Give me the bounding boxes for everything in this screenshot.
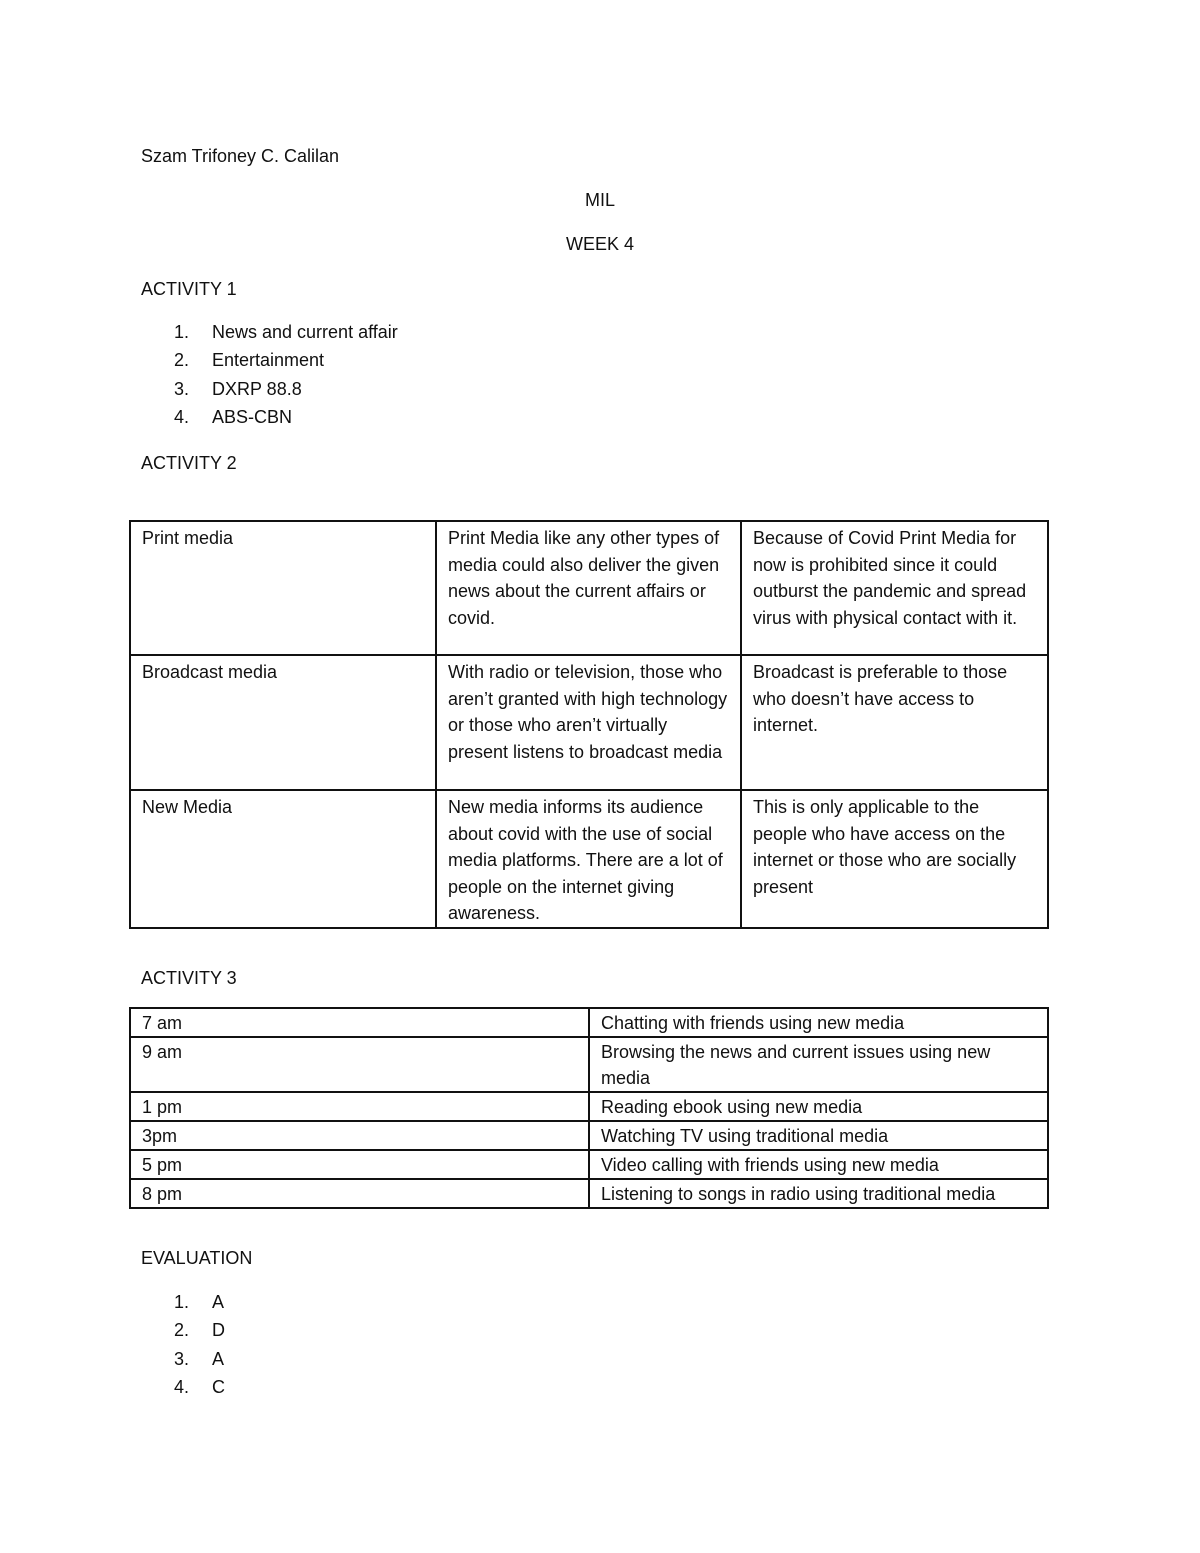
table-row (130, 1179, 1048, 1208)
list-item: 3. A (174, 1345, 225, 1373)
table-cell: Chatting with friends using new media (589, 1008, 1048, 1037)
table-cell: 3pm (130, 1121, 589, 1150)
table-cell: New media informs its audience about covid with the use of social media platforms. There are a lot of people on the internet giving awareness. (436, 790, 741, 928)
table-row (130, 790, 1048, 928)
table-cell: This is only applicable to the people who have access on the internet or those who are socially present (741, 790, 1048, 928)
table-cell: 8 pm (130, 1179, 589, 1208)
table-cell: Because of Covid Print Media for now is prohibited since it could outburst the pandemic and spread virus with physical contact with it. (741, 521, 1048, 655)
table-row (130, 1037, 1048, 1092)
table-cell: Broadcast media (130, 655, 436, 790)
table-cell: 5 pm (130, 1150, 589, 1179)
table-row (130, 1121, 1048, 1150)
list-item: 1. A (174, 1288, 225, 1316)
list-item-text: News and current affair (212, 322, 398, 342)
list-item-text: DXRP 88.8 (212, 378, 302, 399)
activity3-table (129, 1007, 1049, 1209)
table-cell: New Media (130, 790, 436, 928)
list-item: 4. ABS-CBN (174, 403, 398, 431)
list-item: 1. News and current affair (174, 318, 398, 346)
table-cell: Watching TV using traditional media (589, 1121, 1048, 1150)
table-cell: 9 am (130, 1037, 589, 1092)
table-cell: Listening to songs in radio using traditional media (589, 1179, 1048, 1208)
list-item: 2. Entertainment (174, 346, 398, 374)
table-row (130, 1008, 1048, 1037)
subject-title: MIL (584, 190, 615, 210)
table-cell: Reading ebook using new media (589, 1092, 1048, 1121)
table-cell: Browsing the news and current issues using new media (589, 1037, 1048, 1092)
table-row (130, 655, 1048, 790)
list-item-text: D (212, 1320, 225, 1341)
table-cell: Broadcast is preferable to those who doesn’t have access to internet. (741, 655, 1048, 790)
table-cell: Video calling with friends using new media (589, 1150, 1048, 1179)
evaluation-list (174, 1288, 225, 1401)
evaluation-heading: EVALUATION (141, 1248, 253, 1268)
week-title: WEEK 4 (565, 234, 635, 254)
activity3-heading: ACTIVITY 3 (141, 968, 237, 988)
list-item-text: ABS-CBN (212, 406, 293, 427)
activity1-list (174, 318, 398, 431)
table-cell: Print Media like any other types of media could also deliver the given news about the current affairs or covid. (436, 521, 741, 655)
activity2-table (129, 520, 1049, 929)
list-item: 4. C (174, 1373, 225, 1401)
list-item-text: A (212, 1292, 225, 1312)
author-name: Szam Trifoney C. Calilan (141, 146, 340, 166)
table-row (130, 1092, 1048, 1121)
table-cell: 1 pm (130, 1092, 589, 1121)
table-cell: 7 am (130, 1008, 589, 1037)
table-cell: With radio or television, those who aren’t granted with high technology or those who aren’t virtually present listens to broadcast media (436, 655, 741, 790)
list-item-text: Entertainment (212, 350, 325, 371)
activity2-heading: ACTIVITY 2 (141, 453, 237, 473)
list-item: 3. DXRP 88.8 (174, 375, 398, 403)
list-item: 2. D (174, 1316, 225, 1344)
list-item-text: A (212, 1348, 225, 1369)
table-cell: Print media (130, 521, 436, 655)
activity1-heading: ACTIVITY 1 (141, 279, 237, 299)
table-row (130, 1150, 1048, 1179)
table-row (130, 521, 1048, 655)
list-item-text: C (212, 1376, 225, 1397)
